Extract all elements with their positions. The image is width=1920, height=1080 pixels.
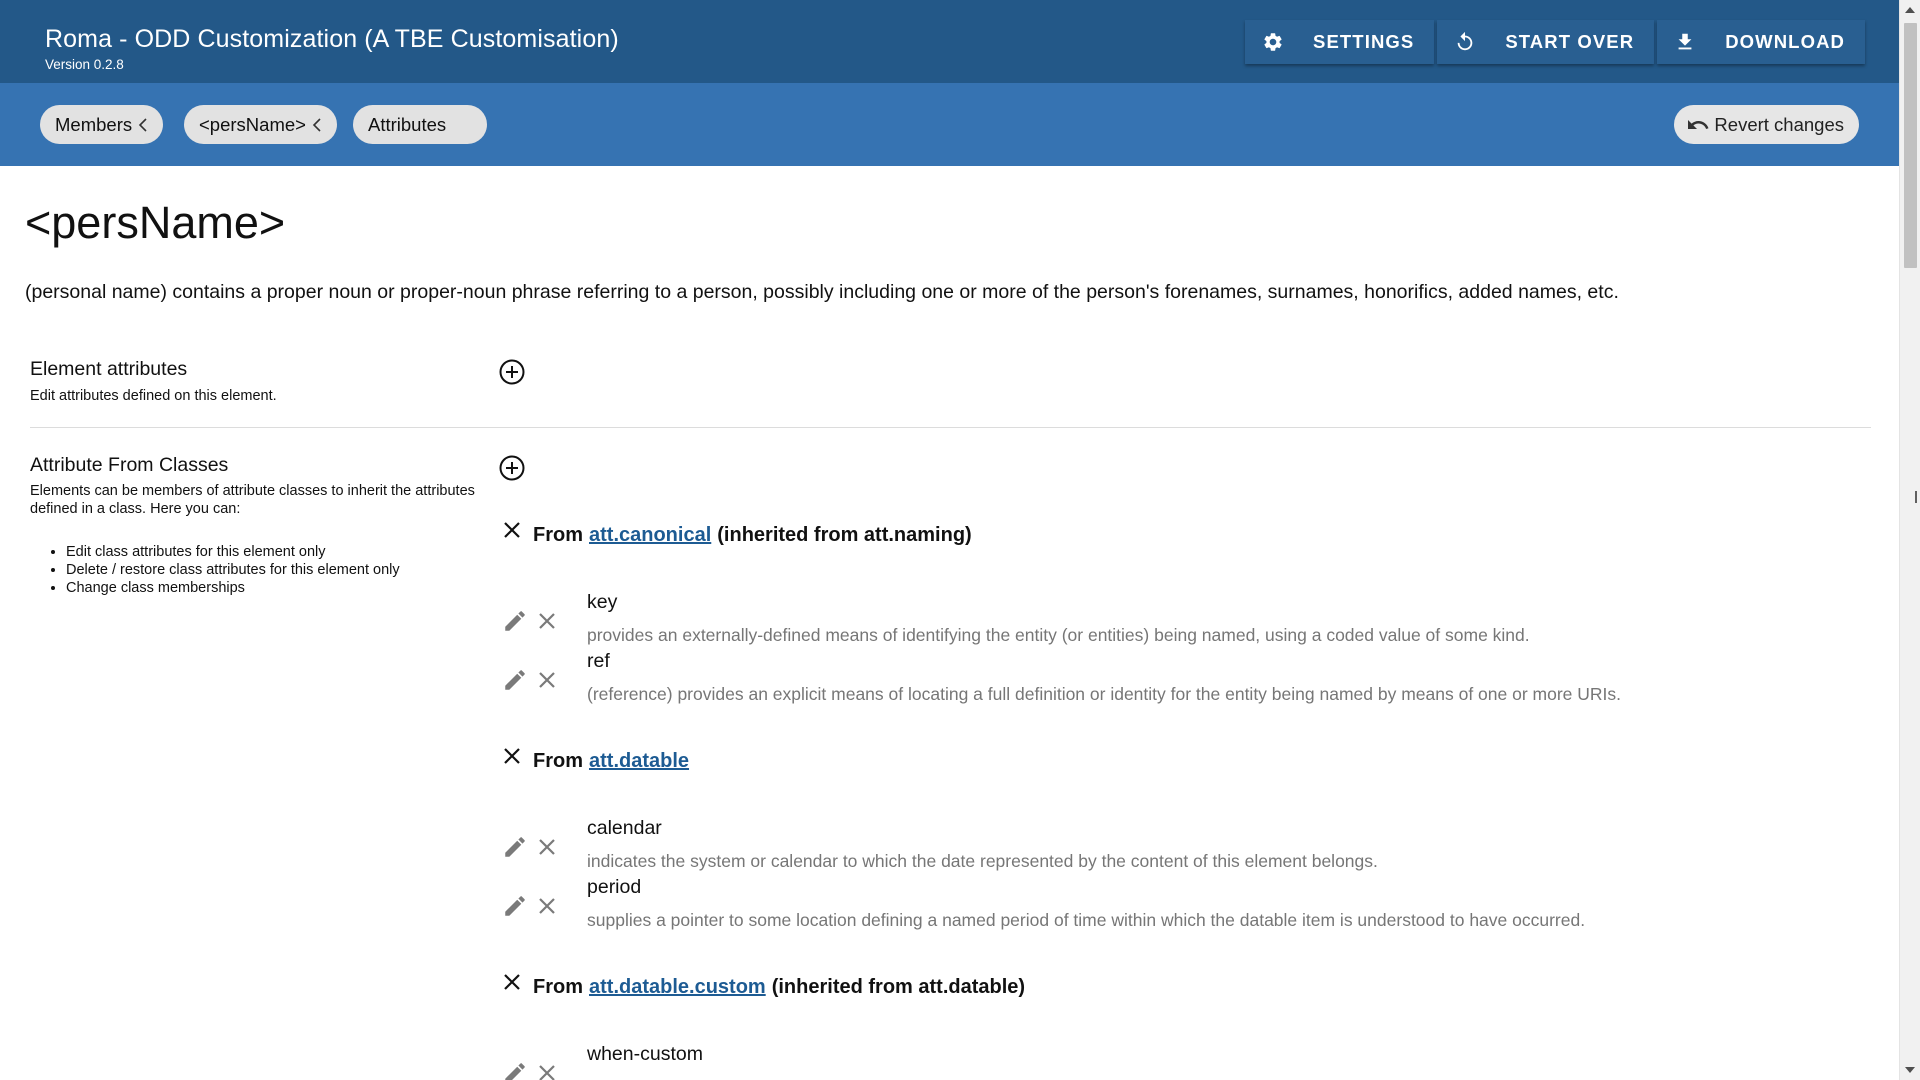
attribute-description: provides an externally-defined means of identifying the entity (or entities) being named, using a coded value of some kind. (587, 625, 1530, 645)
scrollbar[interactable] (1899, 0, 1920, 1080)
text-cursor-icon (1915, 490, 1920, 504)
toolbar-actions (1242, 20, 1865, 64)
attribute-row (502, 876, 1822, 939)
download-label: DOWNLOAD (1725, 31, 1845, 52)
class-link[interactable]: att.canonical (589, 524, 712, 546)
scroll-down-arrow-icon[interactable] (1905, 1067, 1915, 1073)
pencil-icon[interactable] (502, 893, 528, 919)
breadcrumb-label: <persName> (199, 113, 306, 135)
start-over-button[interactable] (1437, 20, 1654, 64)
class-group-header (502, 976, 1025, 999)
attribute-description: supplies a pointer to some location defining a named period of time within which the datable item is understood to have occurred. (587, 910, 1586, 930)
pencil-icon[interactable] (502, 608, 528, 634)
breadcrumb-persname[interactable] (184, 105, 337, 144)
attribute-tools (502, 608, 559, 634)
add-circle-icon[interactable] (499, 455, 525, 481)
attribute-description: indicates the system or calendar to which the date represented by the content of this element belongs. (587, 851, 1378, 871)
app-title: Roma - ODD Customization (A TBE Customisation) (45, 25, 619, 53)
class-attributes-list (66, 543, 400, 597)
class-attributes-subtitle: Elements can be members of attribute classes to inherit the attributes defined in a class. Here you can: (30, 483, 475, 517)
attribute-tools (502, 893, 559, 919)
download-button[interactable] (1657, 20, 1865, 64)
download-icon (1673, 30, 1697, 54)
list-item: • Edit class attributes for this element only (66, 543, 400, 561)
start-over-label: START OVER (1505, 31, 1635, 52)
attribute-tools (502, 1060, 559, 1080)
class-group-header (502, 750, 689, 773)
app-version: Version 0.2.8 (45, 57, 124, 72)
attribute-name: calendar (587, 817, 662, 839)
list-item: • Change class memberships (66, 579, 400, 597)
breadcrumb-members[interactable] (40, 105, 163, 144)
attribute-name: period (587, 876, 642, 898)
restart-icon (1453, 30, 1477, 54)
attribute-tools (502, 667, 559, 693)
class-group-prefix: From (533, 976, 583, 998)
app-bar (0, 0, 1899, 83)
close-icon[interactable] (535, 1061, 559, 1080)
element-description: (personal name) contains a proper noun or proper-noun phrase referring to a person, possibly including one or more of the person's forenames, surnames, honorifics, added names, etc. (25, 281, 1619, 303)
scroll-up-arrow-icon[interactable] (1905, 7, 1915, 13)
attribute-name: when-custom (587, 1043, 703, 1065)
chevron-left-icon (138, 118, 148, 132)
attribute-row (502, 817, 1822, 880)
pencil-icon[interactable] (502, 667, 528, 693)
undo-icon (1686, 113, 1710, 137)
add-circle-icon[interactable] (499, 359, 525, 385)
gear-icon (1261, 30, 1285, 54)
close-icon[interactable] (502, 746, 522, 766)
breadcrumb-label: Attributes (368, 113, 447, 135)
class-link[interactable]: att.datable (589, 750, 690, 772)
attribute-row (502, 1043, 1822, 1080)
element-attributes-subtitle: Edit attributes defined on this element. (30, 388, 277, 404)
revert-changes-button[interactable] (1674, 105, 1859, 144)
attribute-tools (502, 834, 559, 860)
class-group-header (502, 524, 972, 547)
breadcrumb-label: Members (55, 113, 133, 135)
list-item: • Delete / restore class attributes for this element only (66, 561, 400, 579)
pencil-icon[interactable] (502, 1060, 528, 1080)
divider (30, 427, 1871, 428)
chevron-left-icon (312, 118, 322, 132)
attribute-row (502, 591, 1822, 654)
class-group-prefix: From (533, 524, 583, 546)
class-attributes-title: Attribute From Classes (30, 454, 229, 476)
close-icon[interactable] (502, 520, 522, 540)
class-group-suffix: (inherited from att.datable) (771, 976, 1026, 998)
scrollbar-thumb[interactable] (1904, 23, 1917, 268)
settings-button[interactable] (1245, 20, 1434, 64)
attribute-row (502, 650, 1822, 713)
close-icon[interactable] (535, 835, 559, 859)
close-icon[interactable] (535, 609, 559, 633)
breadcrumb-attributes[interactable] (353, 105, 487, 144)
class-group-suffix: (inherited from att.naming) (717, 524, 972, 546)
main-content (0, 166, 1899, 1080)
class-group-prefix: From (533, 750, 583, 772)
element-attributes-title: Element attributes (30, 358, 188, 380)
attribute-name: ref (587, 650, 610, 672)
close-icon[interactable] (535, 668, 559, 692)
class-link[interactable]: att.datable.custom (589, 976, 766, 998)
pencil-icon[interactable] (502, 834, 528, 860)
attribute-description: (reference) provides an explicit means of locating a full definition or identity for the entity being named by means of one or more URIs. (587, 684, 1622, 704)
close-icon[interactable] (535, 894, 559, 918)
revert-label: Revert changes (1714, 113, 1844, 135)
breadcrumb (0, 83, 1899, 166)
page-title: <persName> (25, 197, 286, 248)
attribute-name: key (587, 591, 618, 613)
close-icon[interactable] (502, 972, 522, 992)
settings-label: SETTINGS (1313, 31, 1415, 52)
